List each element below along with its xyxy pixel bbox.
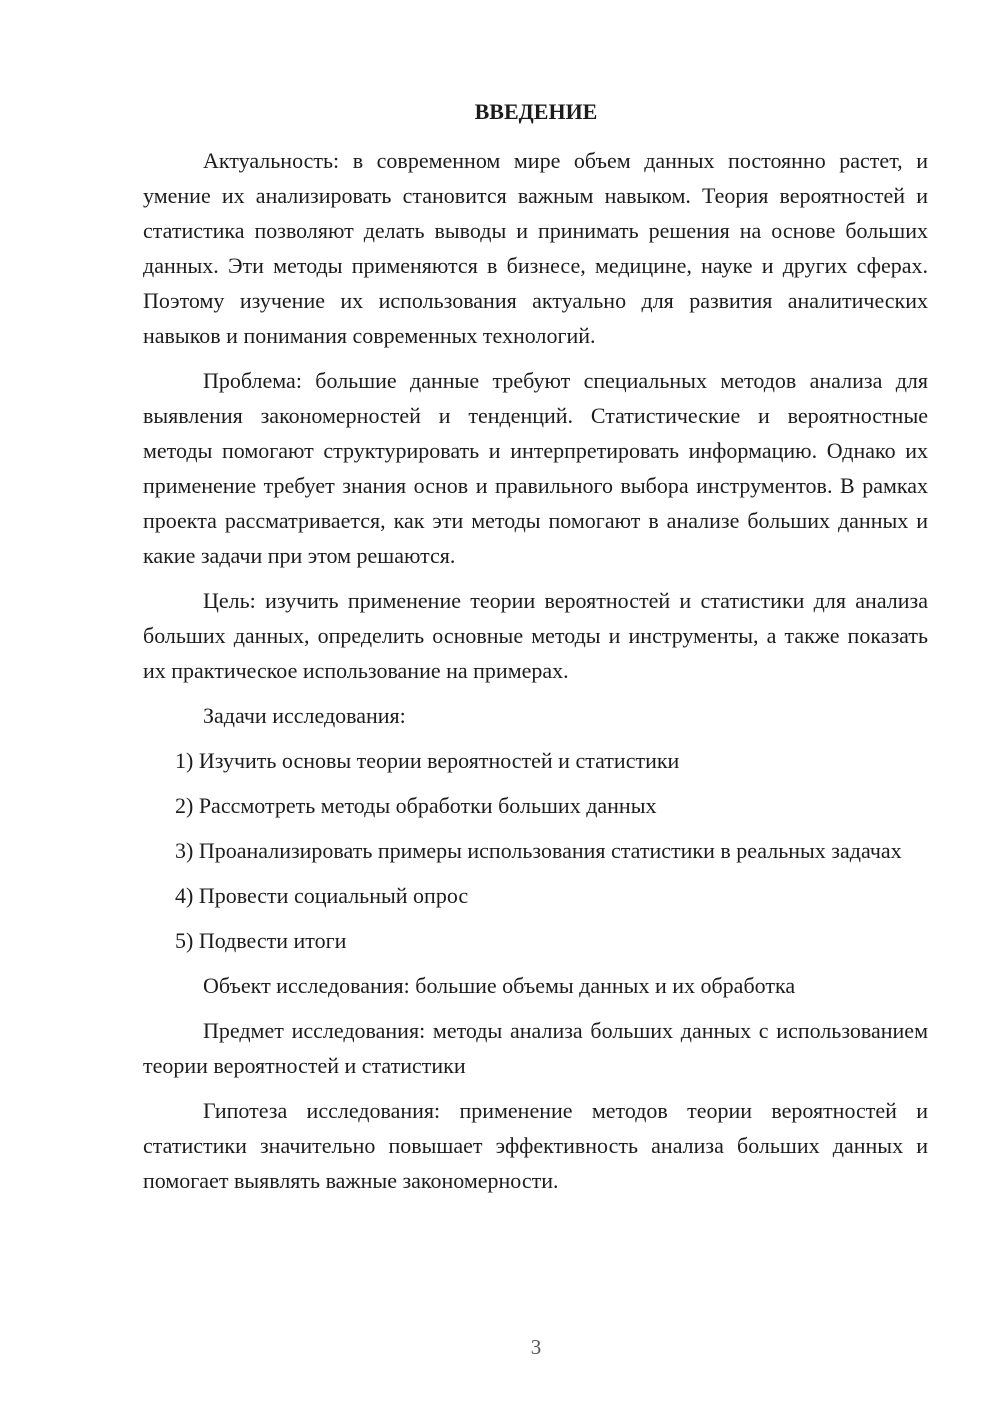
- task-item: 4) Провести социальный опрос: [175, 883, 469, 908]
- paragraph-subject: Предмет исследования: методы анализа больших данных с использованием теории вероятностей и статистики: [143, 1018, 928, 1078]
- paragraph-relevance: Актуальность: в современном мире объем данных постоянно растет, и умение их анализировать становится важным навыком. Теория вероятностей и статистика позволяют делать выводы и принимать решения на основе больших данных. Эти методы применяются в бизнесе, медицине, науке и других сферах. Поэтому изучение их использования актуально для развития аналитических навыков и понимания современных технологий.: [143, 148, 928, 348]
- paragraph-object: Объект исследования: большие объемы данных и их обработка: [203, 973, 796, 998]
- task-item: 5) Подвести итоги: [175, 928, 347, 953]
- paragraph-hypothesis: Гипотеза исследования: применение методов теории вероятностей и статистики значительно повышает эффективность анализа больших данных и помогает выявлять важные закономерности.: [143, 1098, 928, 1193]
- task-item: 1) Изучить основы теории вероятностей и статистики: [175, 748, 680, 773]
- page-title: ВВЕДЕНИЕ: [474, 99, 598, 124]
- task-item: 2) Рассмотреть методы обработки больших данных: [175, 793, 657, 818]
- paragraph-problem: Проблема: большие данные требуют специальных методов анализа для выявления закономерностей и тенденций. Статистические и вероятностные методы помогают структурировать и интерпретировать информацию. Однако их применение требует знания основ и правильного выбора инструментов. В рамках проекта рассматривается, как эти методы помогают в анализе больших данных и какие задачи при этом решаются.: [143, 368, 928, 568]
- task-item: 3) Проанализировать примеры использования статистики в реальных задачах: [175, 838, 902, 863]
- tasks-heading: Задачи исследования:: [203, 703, 406, 728]
- document-body: [143, 143, 928, 1208]
- page-number: 3: [530, 1335, 542, 1359]
- paragraph-goal: Цель: изучить применение теории вероятностей и статистики для анализа больших данных, определить основные методы и инструменты, а также показать их практическое использование на примерах.: [143, 588, 928, 683]
